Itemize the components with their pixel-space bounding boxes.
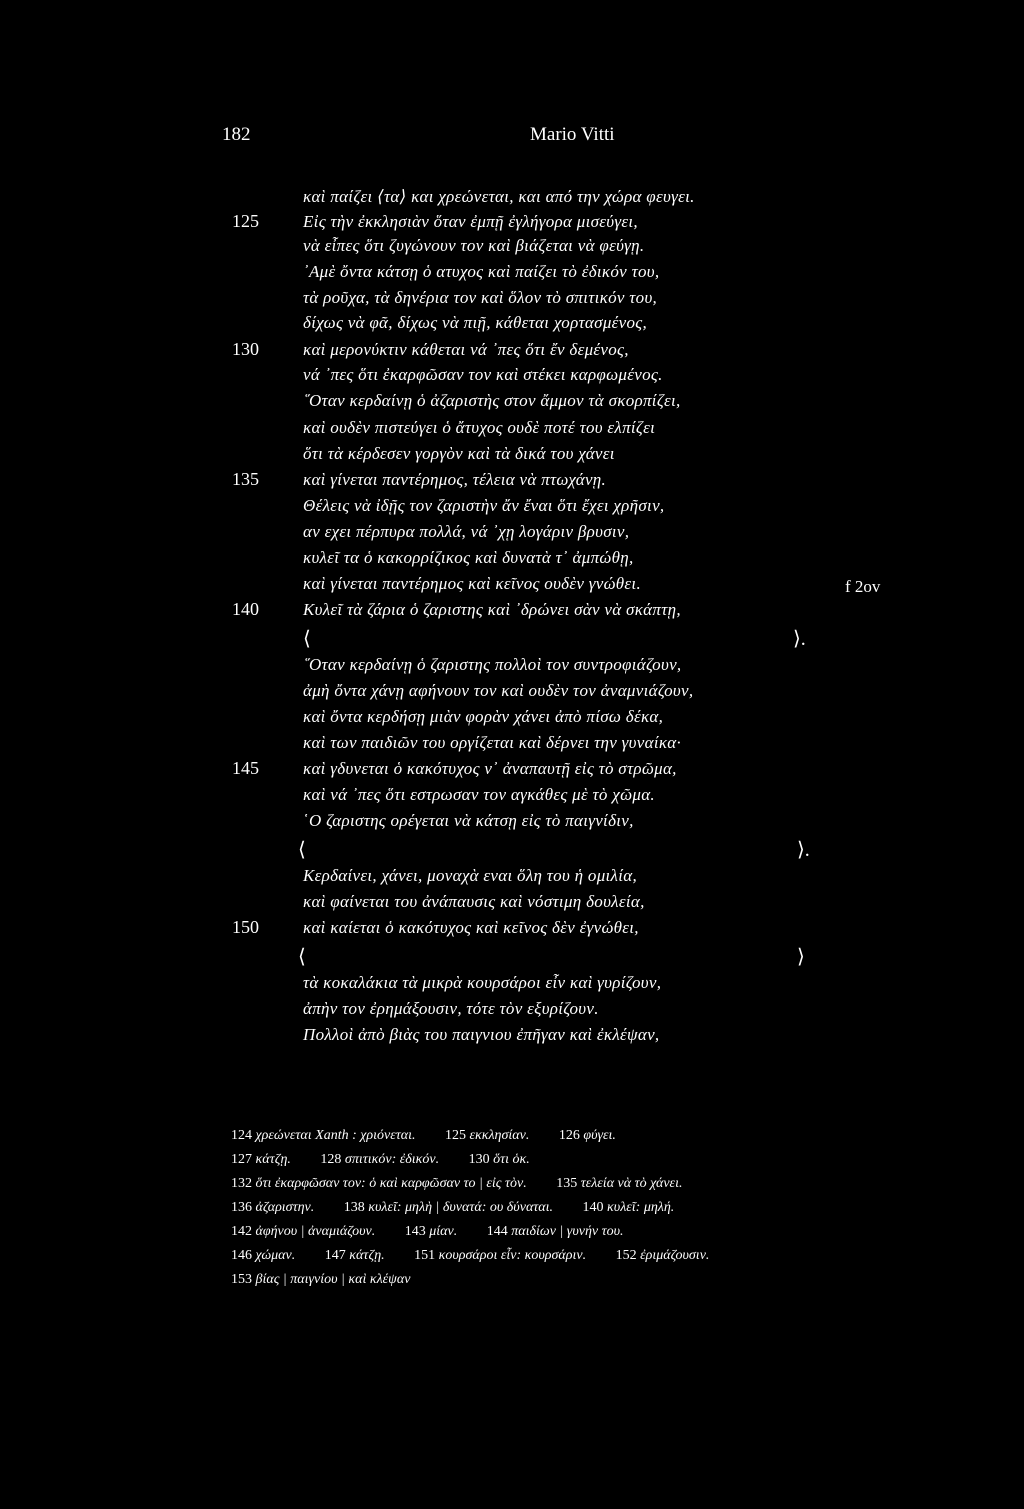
text-line: Εἰς τὴν ἐκκλησιὰν ὅταν ἐμπῇ ἐγλήγορα μισεύγει,	[303, 212, 638, 231]
close-bracket: ⟩.	[797, 839, 810, 861]
text-line: Κερδαίνει, χάνει, μοναχὰ εναι ὅλη του ἡ ομιλία,	[303, 866, 638, 885]
apparatus-entry: 140 κυλεῖ: μηλή.	[582, 1200, 675, 1215]
text-line: Πολλοὶ ἀπὸ βιὰς του παιγνιου ἐπῆγαν καὶ ἐκλέψαν,	[303, 1025, 660, 1044]
apparatus-entry: 126 φύγει.	[558, 1128, 616, 1143]
apparatus-entry: 130 ὅτι ὁκ.	[468, 1152, 530, 1167]
apparatus-line	[231, 1248, 735, 1264]
text-line: καὶ μερονύκτιν κάθεται νά ᾿πες ὅτι ἔν δεμένος,	[303, 340, 629, 359]
open-bracket: ⟨	[298, 946, 306, 968]
text-line: καὶ ὄντα κερδήσῃ μιὰν φορὰν χάνει ἀπὸ πίσω δέκα,	[303, 707, 664, 726]
text-line: ῞Οταν κερδαίνῃ ὁ ζαριστης πολλοὶ τον συντροφιάζουν,	[303, 655, 682, 674]
apparatus-entry: 153 βίας | παιγνίου | καὶ κλέψαν	[231, 1272, 411, 1287]
open-bracket: ⟨	[303, 628, 311, 650]
text-line: τὰ ροῦχα, τὰ δηνέρια τον καὶ ὅλον τὸ σπιτικόν του,	[303, 288, 658, 307]
running-head: Mario Vitti	[530, 124, 615, 145]
text-line: δίχως νὰ φᾶ, δίχως νὰ πιῇ, κάθεται χορτασμένος,	[303, 313, 648, 332]
text-line: καὶ γδυνεται ὁ κακότυχος ν᾿ ἀναπαυτῇ εἰς τὸ στρῶμα,	[303, 759, 677, 778]
close-bracket: ⟩.	[793, 628, 806, 650]
apparatus-line	[231, 1128, 642, 1144]
apparatus-line	[231, 1200, 700, 1216]
margin-note: f 2ov	[845, 577, 881, 596]
apparatus-entry: 128 σπιτικόν: ἐδικόν.	[320, 1152, 440, 1167]
line-number: 130	[232, 339, 259, 359]
apparatus-entry: 144 παιδίων | γυνήν του.	[486, 1224, 624, 1239]
apparatus-line	[231, 1272, 436, 1288]
text-line: ῾Ο ζαριστης ορέγεται νὰ κάτσῃ εἰς τὸ παιγνίδιν,	[303, 811, 634, 830]
line-number: 150	[232, 917, 259, 937]
page-number: 182	[222, 124, 251, 145]
text-line: αν εχει πέρπυρα πολλά, νά ᾿χῃ λογάριν βρυσιν,	[303, 522, 630, 541]
text-line: ἀμὴ ὄντα χάνῃ αφήνουν τον καὶ ουδὲν τον ἀναμνιάζουν,	[303, 681, 694, 700]
apparatus-entry: 143 μίαν.	[404, 1224, 458, 1239]
text-line: νὰ εἶπες ὅτι ζυγώνουν τον καὶ βιάζεται νὰ φεύγῃ.	[303, 236, 645, 255]
text-line: καὶ ουδὲν πιστεύγει ὁ ἄτυχος ουδὲ ποτέ του ελπίζει	[303, 418, 656, 437]
apparatus-entry: 147 κάτζῃ.	[324, 1248, 385, 1263]
open-bracket: ⟨	[298, 839, 306, 861]
text-line: Κυλεῖ τὰ ζάρια ὁ ζαριστης καὶ ᾿δρώνει σὰν νὰ σκάπτῃ,	[303, 600, 681, 619]
apparatus-entry: 125 εκκλησίαν.	[445, 1128, 530, 1143]
close-bracket: ⟩	[797, 946, 805, 968]
apparatus-line	[231, 1224, 650, 1240]
text-line: καὶ γίνεται παντέρημος, τέλεια νὰ πτωχάνῃ.	[303, 470, 607, 489]
text-line: καὶ φαίνεται του ἀνάπαυσις καὶ νόστιμη δουλεία,	[303, 892, 645, 911]
apparatus-entry: 146 χώμαν.	[231, 1248, 296, 1263]
line-number: 135	[232, 469, 259, 489]
apparatus-entry: 152 ἐριμάζουσιν.	[615, 1248, 710, 1263]
apparatus-entry: 135 τελεία νὰ τὸ χάνει.	[556, 1176, 683, 1191]
text-line: τὰ κοκαλάκια τὰ μικρὰ κουρσάροι εἶν καὶ γυρίζουν,	[303, 973, 662, 992]
text-line: καὶ των παιδιῶν του οργίζεται καὶ δέρνει την γυναίκα·	[303, 733, 682, 752]
line-number: 140	[232, 599, 259, 619]
text-line: ᾿Αμὲ ὄντα κάτσῃ ὁ ατυχος καὶ παίζει τὸ ἐδικόν του,	[303, 262, 660, 281]
text-line: ῞Οταν κερδαίνῃ ὁ ἀζαριστὴς στον ἄμμον τὰ σκορπίζει,	[303, 391, 681, 410]
text-line: καὶ παίζει ⟨τα⟩ και χρεώνεται, και από την χώρα φευγει.	[303, 187, 695, 206]
text-line: καὶ καίεται ὁ κακότυχος καὶ κεῖνος δὲν ἐγνώθει,	[303, 918, 639, 937]
apparatus-entry: 151 κουρσάροι εἶν: κουρσάριν.	[414, 1248, 587, 1263]
text-line: ὅτι τὰ κέρδεσεν γοργὸν καὶ τὰ δικά του χάνει	[303, 444, 615, 463]
text-line: νά ᾿πες ὅτι ἐκαρφῶσαν τον καὶ στέκει καρφωμένος.	[303, 365, 663, 384]
apparatus-entry: 136 ἀζαριστην.	[231, 1200, 315, 1215]
apparatus-entry: 138 κυλεῖ: μηλὴ | δυνατά: ου δύναται.	[343, 1200, 554, 1215]
text-line: Θέλεις νὰ ἰδῇς τον ζαριστὴν ἄν ἔναι ὅτι ἔχει χρῆσιν,	[303, 496, 665, 515]
line-number: 125	[232, 211, 259, 231]
apparatus-line	[231, 1176, 708, 1192]
text-line: ἀπὴν τον ἐρημάξουσιν, τότε τὸν εξυρίζουν.	[303, 999, 599, 1018]
apparatus-entry: 142 ἀφήνου | ἀναμιάζουν.	[231, 1224, 376, 1239]
line-number: 145	[232, 758, 259, 778]
apparatus-entry: 127 κάτζῃ.	[231, 1152, 291, 1167]
apparatus-entry: 124 χρεώνεται Xanth : χριόνεται.	[231, 1128, 416, 1143]
text-line: καὶ γίνεται παντέρημος καὶ κεῖνος ουδὲν γνώθει.	[303, 574, 642, 593]
apparatus-entry: 132 ὅτι ἐκαρφῶσαν τον: ὁ καὶ καρφῶσαν το | εἰς τὸν.	[231, 1176, 527, 1191]
apparatus-line	[231, 1152, 556, 1168]
text-line: κυλεῖ τα ὁ κακορρίζικος καὶ δυνατὰ τ᾿ ἀμπώθῃ,	[303, 548, 634, 567]
text-line: καὶ νά ᾿πες ὅτι εστρωσαν τον αγκάθες μὲ τὸ χῶμα.	[303, 785, 655, 804]
